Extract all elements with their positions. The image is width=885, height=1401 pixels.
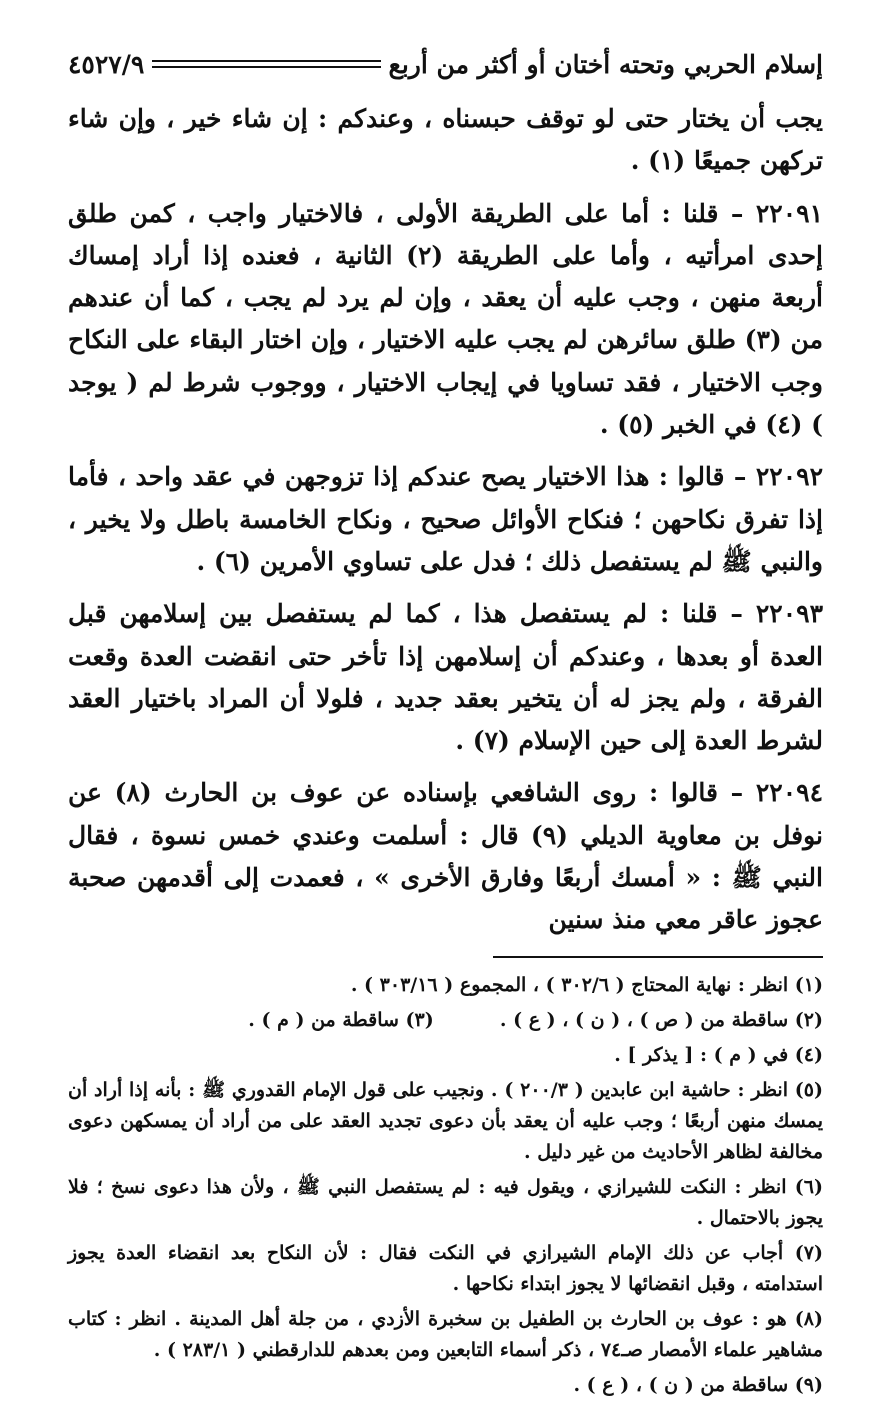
header-title: إسلام الحربي وتحته أختان أو أكثر من أربع bbox=[388, 49, 823, 79]
paragraph-22093: ٢٢٠٩٣ – قلنا : لم يستفصل هذا ، كما لم يستفصل بين إسلامهن قبل العدة أو بعدها ، وعندكم أن إسلامهن إذا تأخر حتى انقضت العدة وقعت الفرقة ، ولم يجز له أن يتخير بعقد جديد ، فلولا أن المراد باختيار العقد لشرط العدة إلى حين الإسلام (٧) . bbox=[68, 599, 823, 756]
paragraph-22094: ٢٢٠٩٤ – قالوا : روى الشافعي بإسناده عن عوف بن الحارث (٨) عن نوفل بن معاوية الديلي (٩) قال : أسلمت وعندي خمس نسوة ، فقال النبي ﷺ : « أمسك أربعًا وفارق الأخرى » ، فعمدت إلى أقدمهن صحبة عجوز عاقر معي منذ سنين bbox=[68, 778, 823, 935]
main-text bbox=[68, 98, 823, 942]
footnote-9: (٩) ساقطة من ( ن ) ، ( ع ) . bbox=[573, 1373, 823, 1396]
footnote-1: (١) انظر : نهاية المحتاج ( ٣٠٢/٦ ) ، المجموع ( ٣٠٣/١٦ ) . bbox=[350, 973, 823, 996]
footnote-6: (٦) انظر : النكت للشيرازي ، ويقول فيه : لم يستفصل النبي ﷺ ، ولأن هذا دعوى نسخ ؛ فلا يجوز بالاحتمال . bbox=[68, 1175, 823, 1229]
footnote-8: (٨) هو : عوف بن الحارث بن الطفيل بن سخبرة الأزدي ، من جلة أهل المدينة . انظر : كتاب مشاهير علماء الأمصار صـ٧٤ ، ذكر أسماء التابعين ومن بعدهم للدارقطني ( ٢٨٣/١ ) . bbox=[68, 1307, 823, 1361]
header-rule bbox=[152, 60, 380, 68]
running-header bbox=[68, 42, 823, 86]
paragraph-22091: ٢٢٠٩١ – قلنا : أما على الطريقة الأولى ، فالاختيار واجب ، كمن طلق إحدى امرأتيه ، وأما على الطريقة (٢) الثانية ، فعنده إذا أراد إمساك أربعة منهن ، وجب عليه أن يعقد ، وإن لم يرد لم يجب ، كما أن عندهم من (٣) طلق سائرهن لم يجب عليه الاختيار ، وإن اختار البقاء على النكاح وجب الاختيار ، فقد تساويا في إيجاب الاختيار ، ووجوب شرط لم ( يوجد ) (٤) في الخبر (٥) . bbox=[68, 198, 823, 440]
page-number: ٤٥٢٧/٩ bbox=[68, 49, 145, 79]
paragraph-intro: يجب أن يختار حتى لو توقف حبسناه ، وعندكم : إن شاء خير ، وإن شاء تركهن جميعًا (١) . bbox=[68, 104, 823, 176]
footnote-5: (٥) انظر : حاشية ابن عابدين ( ٢٠٠/٣ ) . ونجيب على قول الإمام القدوري ﷺ : بأنه إذا أراد أن يمسك منهن أربعًا ؛ وجب عليه أن يعقد بأن دعوى تجديد العقد على من أراد أن يمسكهن دعوى مخالفة لظاهر الأحاديث من غير دليل . bbox=[68, 1078, 824, 1163]
paragraph-22092: ٢٢٠٩٢ – قالوا : هذا الاختيار يصح عندكم إذا تزوجهن في عقد واحد ، فأما إذا تفرق نكاحهن ؛ فنكاح الأوائل صحيح ، ونكاح الخامسة باطل ولا يخير ، والنبي ﷺ لم يستفصل ذلك ؛ فدل على تساوي الأمرين (٦) . bbox=[68, 462, 823, 576]
footnote-2-3: (٢) ساقطة من ( ص ) ، ( ن ) ، ( ع ) . (٣) ساقطة من ( م ) . bbox=[248, 1008, 823, 1031]
footnote-4: (٤) في ( م ) : [ يذكر ] . bbox=[614, 1043, 823, 1066]
footnote-7: (٧) أجاب عن ذلك الإمام الشيرازي في النكت فقال : لأن النكاح بعد انقضاء العدة يجوز استدامته ، وقبل انقضائها لا يجوز ابتداء نكاحها . bbox=[68, 1241, 823, 1295]
footnotes bbox=[68, 970, 823, 1401]
footnote-divider bbox=[493, 956, 823, 958]
